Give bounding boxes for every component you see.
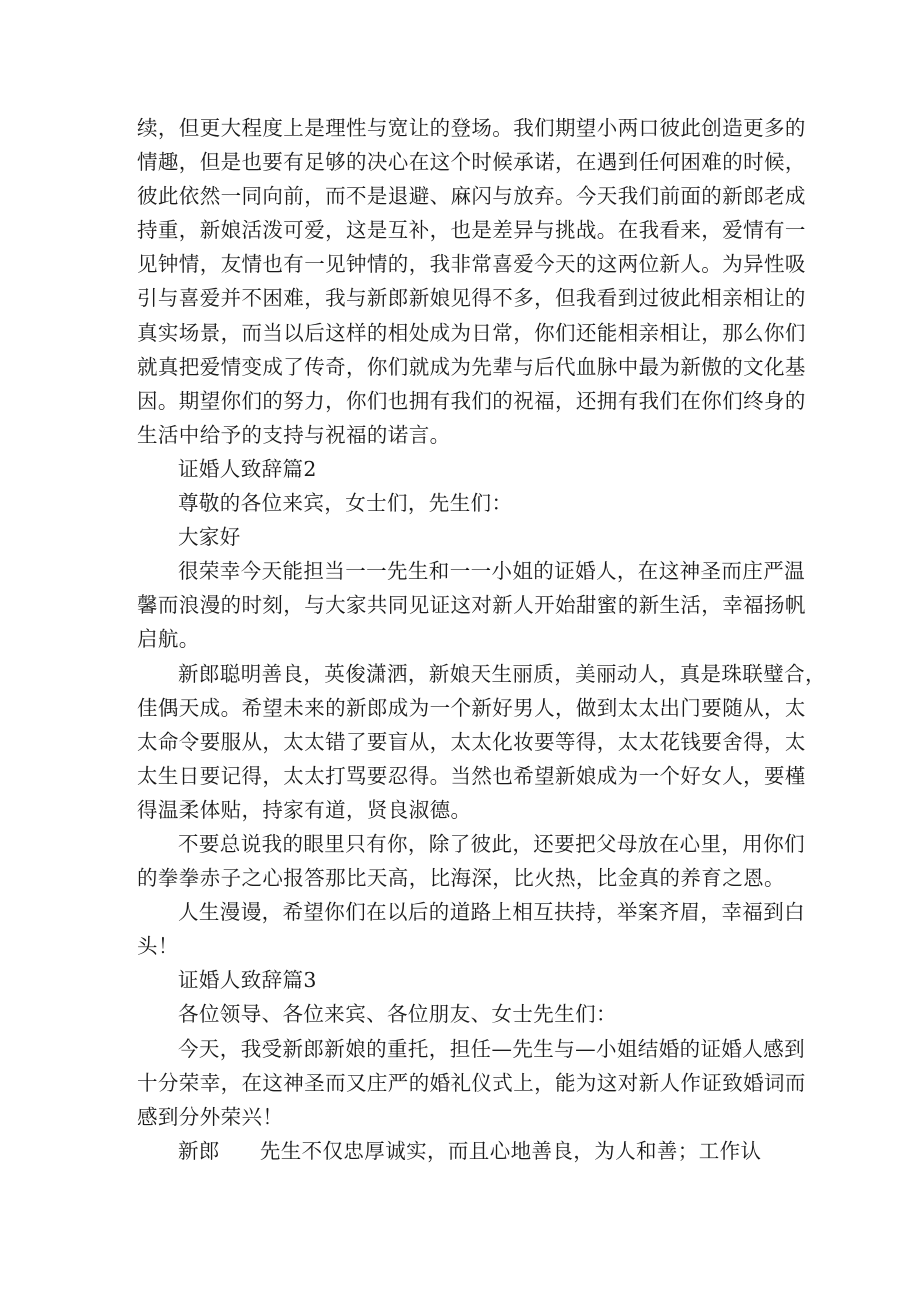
groom-label: 新郎 xyxy=(178,1138,220,1163)
text-line: 太命令要服从，太太错了要盲从，太太化妆要等得，太太花钱要舍得，太 xyxy=(137,729,806,754)
text-line: 大家好 xyxy=(178,525,241,550)
text-line: 馨而浪漫的时刻，与大家共同见证这对新人开始甜蜜的新生活，幸福扬帆 xyxy=(137,593,806,618)
document-body xyxy=(137,111,826,1168)
text-line-last xyxy=(137,1134,787,1168)
text-line: 见钟情，友情也有一见钟情的，我非常喜爱今天的这两位新人。为异性吸 xyxy=(137,252,806,277)
text-line: 情趣，但是也要有足够的决心在这个时候承诺，在遇到任何困难的时候， xyxy=(137,150,806,175)
text-line: 很荣幸今天能担当一一先生和一一小姐的证婚人，在这神圣而庄严温 xyxy=(178,559,805,584)
text-line: 真实场景，而当以后这样的相处成为日常，你们还能相亲相让，那么你们 xyxy=(137,320,806,345)
text-line: 引与喜爱并不困难，我与新郎新娘见得不多，但我看到过彼此相亲相让的 xyxy=(137,286,806,311)
text-line: 生活中给予的支持与祝福的诺言。 xyxy=(137,422,451,447)
text-line: 头！ xyxy=(137,934,179,959)
text-line: 因。期望你们的努力，你们也拥有我们的祝福，还拥有我们在你们终身的 xyxy=(137,388,806,413)
text-line: 太生日要记得，太太打骂要忍得。当然也希望新娘成为一个好女人，要槿 xyxy=(137,763,806,788)
text-line: 续，但更大程度上是理性与宽让的登场。我们期望小两口彼此创造更多的 xyxy=(137,116,806,140)
text-line: 持重，新娘活泼可爱，这是互补，也是差异与挑战。在我看来，爱情有一 xyxy=(137,218,806,243)
text-line: 证婚人致辞篇2 xyxy=(178,456,317,481)
text-line: 各位领导、各位来宾、各位朋友、女士先生们： xyxy=(178,1002,617,1027)
text-line: 尊敬的各位来宾，女士们，先生们： xyxy=(178,491,513,516)
text-line: 就真把爱情变成了传奇，你们就成为先辈与后代血脉中最为新傲的文化基 xyxy=(137,354,806,379)
text-line: 证婚人致辞篇3 xyxy=(178,968,317,993)
text-line: 新郎聪明善良，英俊潇洒，新娘天生丽质，美丽动人，真是珠联璧合， xyxy=(178,661,826,686)
text-line: 启航。 xyxy=(137,627,200,652)
text-line: 感到分外荣兴！ xyxy=(137,1104,284,1129)
text-line: 不要总说我的眼里只有你，除了彼此，还要把父母放在心里，用你们 xyxy=(178,831,805,856)
text-line: 人生漫谩，希望你们在以后的道路上相互扶持，举案齐眉，幸福到白 xyxy=(178,900,805,925)
text-line: 彼此依然一同向前，而不是退避、麻闪与放弃。今天我们前面的新郎老成 xyxy=(137,184,806,209)
groom-description: 先生不仅忠厚诚实，而且心地善良，为人和善；工作认 xyxy=(259,1138,762,1163)
text-line: 十分荣幸，在这神圣而又庄严的婚礼仪式上，能为这对新人作证致婚词而 xyxy=(137,1070,806,1095)
text-line: 得温柔体贴，持家有道，贤良淑德。 xyxy=(137,797,472,822)
text-line: 今天，我受新郎新娘的重托，担任—先生与—小姐结婚的证婚人感到 xyxy=(178,1036,805,1061)
text-line: 的拳拳赤子之心报答那比天高，比海深，比火热，比金真的养育之恩。 xyxy=(137,866,785,891)
text-line: 佳偶天成。希望未来的新郎成为一个新好男人，做到太太出门要随从，太 xyxy=(137,695,806,720)
